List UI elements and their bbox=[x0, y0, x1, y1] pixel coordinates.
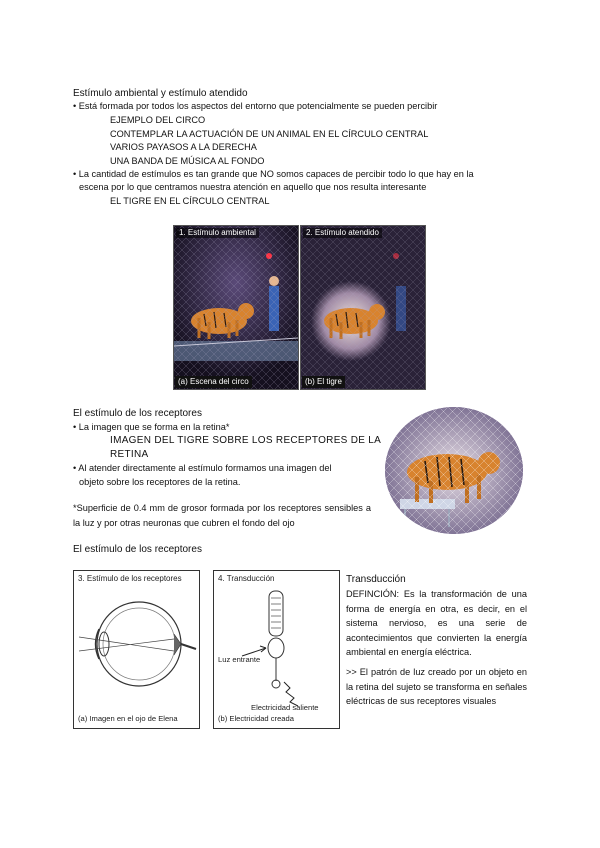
section2-caps-line2: RETINA bbox=[110, 449, 149, 460]
example-line: EJEMPLO DEL CIRCO bbox=[110, 115, 206, 125]
section2-heading: El estímulo de los receptores bbox=[73, 408, 202, 419]
section1-bullet2-line1: • La cantidad de estímulos es tan grande que NO somos capaces de percibir todo lo que hay en la bbox=[73, 169, 474, 179]
transduction-heading: Transducción bbox=[346, 574, 406, 585]
panel-a-caption: (a) Escena del circo bbox=[175, 376, 252, 388]
transduction-definition: DEFINCIÓN: Es la transformación de una forma de energía en otra, es decir, en el sistema nervioso, es una serie de acontecimientos que convierten la energía ambiental en energía eléctrica. bbox=[346, 589, 527, 657]
example-line: VARIOS PAYASOS A LA DERECHA bbox=[110, 142, 257, 152]
label-light-in: Luz entrante bbox=[218, 655, 261, 664]
transduction-figure bbox=[213, 570, 340, 729]
section1-bullet2-line2: escena por lo que centramos nuestra atención en aquello que nos resulta interesante bbox=[79, 182, 427, 192]
retina-tiger-illustration bbox=[385, 407, 523, 534]
panel-b-caption: (b) El tigre bbox=[302, 376, 345, 388]
section2-bullet2-line2: objeto sobre los receptores de la retina. bbox=[79, 477, 241, 487]
panel-a-label: 1. Estímulo ambiental bbox=[176, 228, 259, 238]
figure3-caption: (a) Imagen en el ojo de Elena bbox=[78, 714, 178, 723]
eye-diagram-icon bbox=[74, 589, 199, 709]
figure4-title: 4. Transducción bbox=[218, 574, 275, 583]
section3-heading: El estímulo de los receptores bbox=[73, 544, 202, 555]
section2-bullet1: • La imagen que se forma en la retina* bbox=[73, 422, 230, 432]
tiger-line: EL TIGRE EN EL CÍRCULO CENTRAL bbox=[110, 196, 270, 206]
section2-bullet2-line1: • Al atender directamente al estímulo formamos una imagen del bbox=[73, 463, 332, 473]
example-line: UNA BANDA DE MÚSICA AL FONDO bbox=[110, 156, 265, 166]
figure4-caption: (b) Electricidad creada bbox=[218, 714, 294, 723]
example-line: CONTEMPLAR LA ACTUACIÓN DE UN ANIMAL EN EL CÍRCULO CENTRAL bbox=[110, 129, 429, 139]
retina-tiger-image bbox=[385, 407, 523, 534]
receptor-stimulus-figure bbox=[73, 570, 200, 729]
section1-heading: Estímulo ambiental y estímulo atendido bbox=[73, 88, 248, 99]
transduction-pattern: >> El patrón de luz creado por un objeto en la retina del sujeto se transforma en señales eléctricas de sus receptores visuales bbox=[346, 667, 527, 706]
section2-caps-line1: IMAGEN DEL TIGRE SOBRE LOS RECEPTORES DE LA bbox=[110, 435, 382, 446]
section2-footnote: *Superficie de 0.4 mm de grosor formada por los receptores sensibles a la luz y por otras neuronas que cubren el fondo del ojo bbox=[73, 503, 371, 528]
figure3-title: 3. Estímulo de los receptores bbox=[78, 574, 182, 583]
circus-scene-photo bbox=[173, 225, 299, 390]
tiger-attended-illustration bbox=[301, 226, 425, 389]
tiger-attended-photo bbox=[300, 225, 426, 390]
receptor-cell-icon bbox=[214, 586, 339, 714]
panel-b-label: 2. Estímulo atendido bbox=[303, 228, 382, 238]
circus-scene-illustration bbox=[174, 226, 298, 389]
section1-bullet1: • Está formada por todos los aspectos del entorno que potencialmente se pueden percibir bbox=[73, 101, 438, 111]
label-electricity-out: Electricidad saliente bbox=[251, 703, 319, 712]
